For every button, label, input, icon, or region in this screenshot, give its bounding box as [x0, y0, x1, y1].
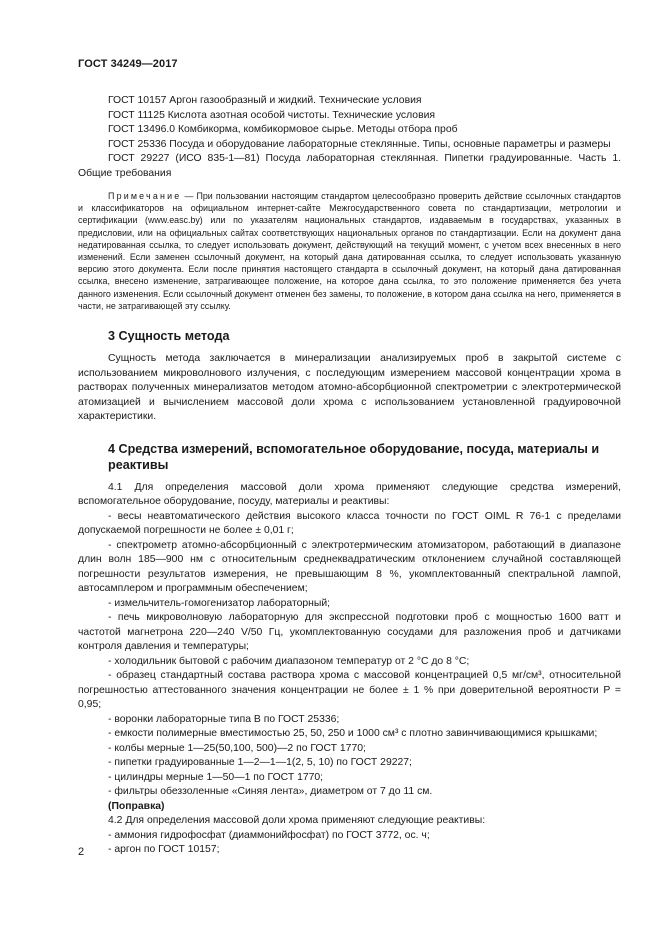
section-4-heading: 4 Средства измерений, вспомогательное оборудование, посуда, материалы и реактивы: [108, 441, 600, 472]
section-3-text: Сущность метода заключается в минерализации анализируемых проб в закрытой системе с использованием микроволнового излучения, с последующим измерением массовой концентрации хрома в растворах полученных минерализатов методом атомно-абсорбционной спектрометрии с электротермической атомизацией и вычислением массовой доли хрома с использованием установленной градуировочной характеристики.: [78, 353, 621, 423]
list-item: - печь микроволновую лабораторную для экспрессной подготовки проб с мощностью 1600 ватт и частотой магнетрона 220—240 V/50 Гц, укомплектованную сосудами для разложения проб и датчиками контроля давления и температуры;: [78, 612, 621, 653]
list-item: - аммония гидрофосфат (диаммонийфосфат) по ГОСТ 3772, ос. ч;: [108, 829, 430, 841]
reference-item: ГОСТ 29227 (ИСО 835-1—81) Посуда лабораторная стеклянная. Пипетки градуированные. Часть 1. Общие требования: [78, 153, 621, 179]
page-content: [78, 94, 621, 858]
page-number: 2: [78, 846, 85, 858]
reference-item: ГОСТ 13496.0 Комбикорма, комбикормовое сырье. Методы отбора проб: [108, 124, 458, 135]
clause-4-2: 4.2 Для определения массовой доли хрома применяют следующие реактивы:: [108, 815, 486, 827]
note-text: — При пользовании настоящим стандартом целесообразно проверить действие ссылочных стандартов и классификаторов на официальном интернет-сайте Межгосударственного совета по стандартизации, метрологии и сертификации (www.easc.by) или по указателям национальных стандартов, издаваемым в государствах, указанных в предисловии, или на официальных сайтах соответствующих национальных органов по стандартизации. Если на документ дана недатированная ссылка, то следует использовать документ, действующий на текущий момент, с учетом всех внесенных в него изменений. Если заменен ссылочный документ, на который дана датированная ссылка, то следует использовать указанную версию этого документа. Если после принятия настоящего стандарта в ссылочный документ, на который дана датированная ссылка, внесено изменение, затрагивающее положение, на которое дана ссылка, то это положение применяется без учета данного изменения. Если ссылочный документ отменен без замены, то положение, в котором дана ссылка на него, применяется в части, не затрагивающей эту ссылку.: [78, 191, 621, 311]
note-paragraph: [78, 190, 621, 312]
clause-4-1: 4.1 Для определения массовой доли хрома применяют следующие средства измерений, вспомогательное оборудование, посуду, материалы и реактивы:: [78, 481, 621, 508]
amendment-label: (Поправка): [108, 800, 165, 812]
list-item: - емкости полимерные вместимостью 25, 50, 250 и 1000 см³ с плотно завинчивающимися крышками;: [108, 728, 598, 740]
list-item: - воронки лабораторные типа В по ГОСТ 25336;: [108, 713, 340, 725]
section-3-heading: 3 Сущность метода: [108, 329, 230, 344]
reference-item: ГОСТ 25336 Посуда и оборудование лабораторные стеклянные. Типы, основные параметры и размеры: [108, 138, 611, 150]
list-item: - спектрометр атомно-абсорбционный с электротермическим атомизатором, работающий в диапазоне длин волн 185—900 нм с относительным среднеквадратическим отклонением случайной составляющей погрешности результатов измерения, не превышающим 8 %, укомплектованный спектральной лампой, автосамплером и программным обеспечением;: [78, 539, 621, 595]
list-item: - колбы мерные 1—25(50,100, 500)—2 по ГОСТ 1770;: [108, 742, 366, 754]
document-code: ГОСТ 34249—2017: [78, 58, 178, 70]
list-item: - холодильник бытовой с рабочим диапазоном температур от 2 °С до 8 °С;: [108, 655, 470, 667]
list-item: - цилиндры мерные 1—50—1 по ГОСТ 1770;: [108, 771, 324, 783]
list-item: - аргон по ГОСТ 10157;: [108, 844, 220, 856]
list-item: - пипетки градуированные 1—2—1—1(2, 5, 10) по ГОСТ 29227;: [108, 757, 412, 769]
list-item: - весы неавтоматического действия высокого класса точности по ГОСТ OIML R 76-1 с пределами допускаемой погрешности не более ± 0,01 г;: [78, 510, 621, 537]
reference-item: ГОСТ 10157 Аргон газообразный и жидкий. Технические условия: [108, 95, 422, 106]
list-item: - фильтры обеззоленные «Синяя лента», диаметром от 7 до 11 см.: [108, 786, 433, 798]
list-item: - образец стандартный состава раствора хрома с массовой концентрацией 0,5 мг/см³, относительной погрешностью аттестованного значения концентрации не более ± 1 % при доверительной вероятности P = 0,95;: [78, 670, 621, 711]
list-item: - измельчитель-гомогенизатор лабораторный;: [108, 597, 331, 609]
reference-item: ГОСТ 11125 Кислота азотная особой чистоты. Технические условия: [108, 109, 436, 121]
normative-references: [78, 94, 621, 181]
note-label: Примечание: [108, 191, 182, 201]
